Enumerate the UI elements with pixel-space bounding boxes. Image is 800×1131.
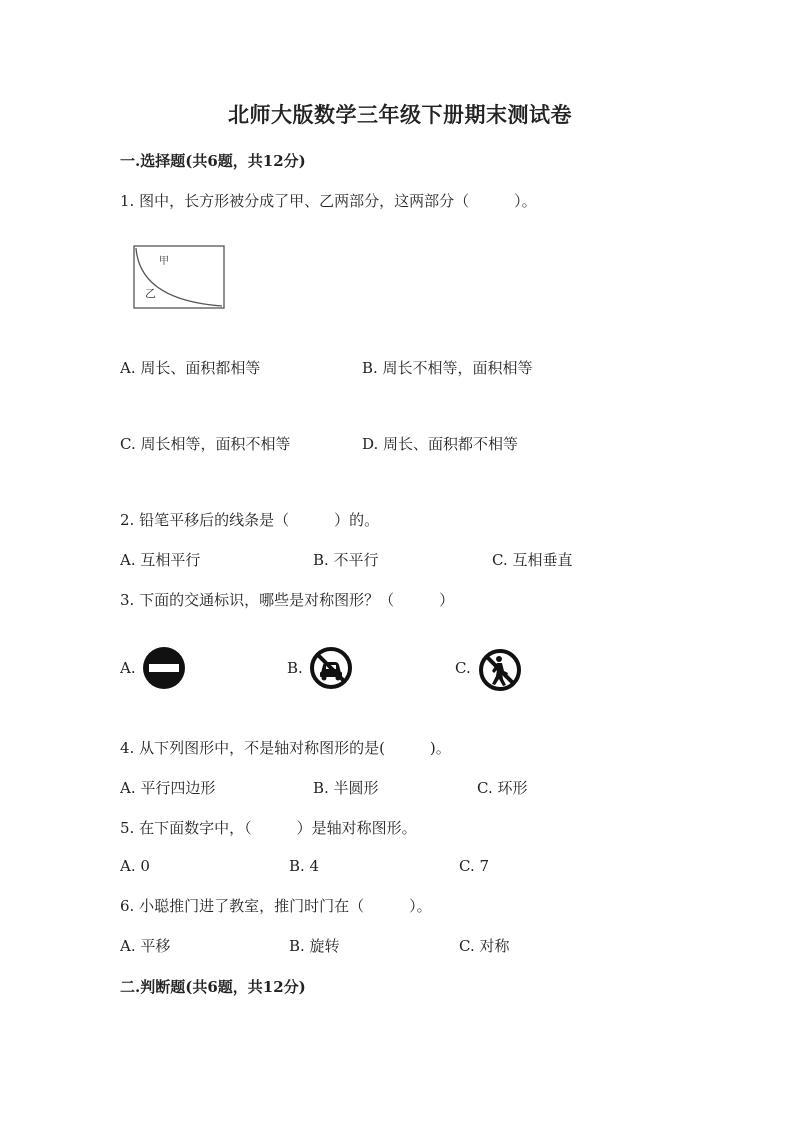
figure-label-yi: 乙 — [145, 287, 156, 300]
q5-option-b[interactable]: B. 4 — [289, 857, 320, 875]
q6-option-a[interactable]: A. 平移 — [120, 937, 171, 955]
q1-option-d[interactable]: D. 周长、面积都不相等 — [362, 435, 519, 453]
q1-option-a[interactable]: A. 周长、面积都相等 — [120, 359, 261, 377]
question-6-text: 6. 小聪推门进了教室，推门时门在（ ）。 — [120, 897, 432, 915]
figure-label-jia: 甲 — [159, 256, 169, 267]
question-5-text: 5. 在下面数字中，（ ）是轴对称图形。 — [120, 819, 417, 837]
q4-option-c[interactable]: C. 环形 — [477, 779, 528, 797]
q2-option-b[interactable]: B. 不平行 — [313, 551, 379, 569]
q2-option-a[interactable]: A. 互相平行 — [120, 551, 201, 569]
q6-option-c[interactable]: C. 对称 — [459, 937, 510, 955]
question-3-text: 3. 下面的交通标识，哪些是对称图形？（ ） — [120, 591, 455, 609]
question-1-text: 1. 图中，长方形被分成了甲、乙两部分，这两部分（ ）。 — [120, 192, 537, 210]
q4-option-b[interactable]: B. 半圆形 — [313, 779, 379, 797]
q1-option-c[interactable]: C. 周长相等，面积不相等 — [120, 435, 291, 453]
section-heading-judgement: 二.判断题(共6题，共12分) — [120, 978, 306, 996]
q4-option-a[interactable]: A. 平行四边形 — [120, 779, 216, 797]
rectangle-divided-figure — [130, 242, 228, 312]
page-title: 北师大版数学三年级下册期末测试卷 — [228, 102, 572, 127]
question-4-text: 4. 从下列图形中，不是轴对称图形的是( )。 — [120, 739, 451, 757]
no-pedestrian-sign-icon — [478, 648, 522, 692]
q6-option-b[interactable]: B. 旋转 — [289, 937, 340, 955]
no-parking-car-sign-icon — [309, 646, 353, 690]
q3-option-a[interactable]: A. — [120, 659, 136, 677]
question-2-text: 2. 铅笔平移后的线条是（ ）的。 — [120, 511, 380, 529]
q5-option-c[interactable]: C. 7 — [459, 857, 490, 875]
q2-option-c[interactable]: C. 互相垂直 — [492, 551, 573, 569]
q1-option-b[interactable]: B. 周长不相等，面积相等 — [362, 359, 533, 377]
no-entry-sign-icon — [142, 646, 186, 690]
q3-option-b[interactable]: B. — [287, 659, 303, 677]
q3-option-c[interactable]: C. — [455, 659, 471, 677]
section-heading-choice: 一.选择题(共6题，共12分) — [120, 152, 306, 170]
q5-option-a[interactable]: A. 0 — [120, 857, 150, 875]
